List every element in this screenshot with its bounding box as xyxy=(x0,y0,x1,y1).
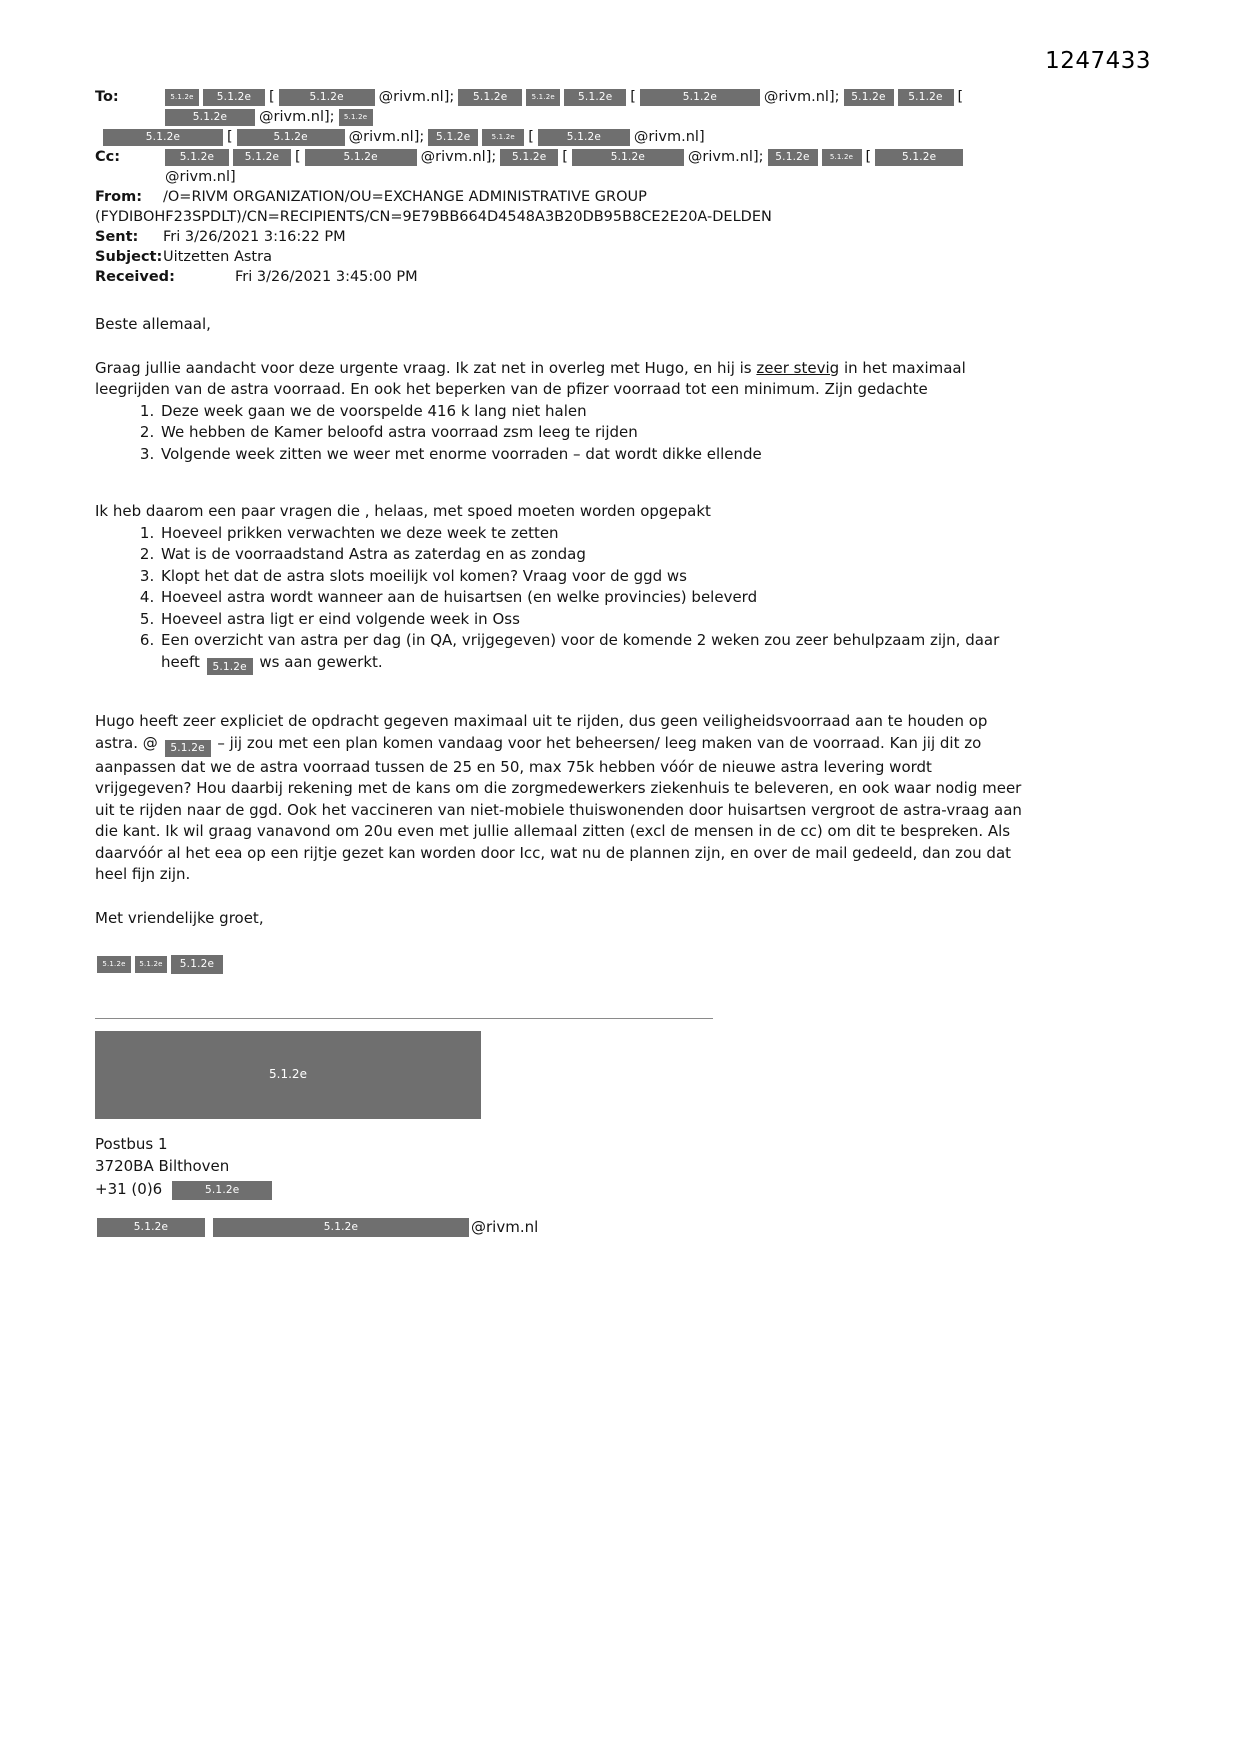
redaction-box: 5.1.2e xyxy=(458,89,522,106)
paragraph-text: Graag jullie aandacht voor deze urgente vraag. Ik zat net in overleg met Hugo, en hij is xyxy=(95,358,757,377)
cc-label: Cc: xyxy=(95,149,121,165)
phone-row xyxy=(95,1177,1027,1200)
header-text: @rivm.nl]; xyxy=(763,89,840,105)
header-text: [ xyxy=(528,129,534,145)
email-row xyxy=(95,1216,1027,1238)
email-headers xyxy=(95,88,1027,286)
to-label: To: xyxy=(95,89,119,105)
list-item: 1. Deze week gaan we de voorspelde 416 k lang niet halen xyxy=(159,401,1027,423)
doc-number: 1247433 xyxy=(1045,48,1151,74)
header-received-row xyxy=(95,268,1027,286)
redaction-box: 5.1.2e xyxy=(305,149,417,166)
redaction-box: 5.1.2e xyxy=(97,1218,205,1237)
header-text: @rivm.nl]; xyxy=(378,89,455,105)
list-item: 2. We hebben de Kamer beloofd astra voorraad zsm leeg te rijden xyxy=(159,422,1027,444)
redaction-box: 5.1.2e xyxy=(213,1218,469,1237)
redaction-box: 5.1.2e xyxy=(768,149,818,166)
header-cc-row xyxy=(95,148,1027,186)
redaction-box: 5.1.2e xyxy=(822,149,862,166)
subject-label: Subject: xyxy=(95,249,163,265)
list-item-text: Een overzicht van astra per dag (in QA, vrijgegeven) voor de komende 2 weken zou zeer behulpzaam zijn, daar heeft xyxy=(161,631,1000,671)
redaction-box: 5.1.2e xyxy=(171,955,223,974)
subject-value: Uitzetten Astra xyxy=(163,249,272,265)
underlined-text: zeer stevig xyxy=(756,358,840,377)
redaction-box: 5.1.2e xyxy=(572,149,684,166)
redaction-box: 5.1.2e xyxy=(564,89,626,106)
header-text: @rivm.nl] xyxy=(165,169,236,185)
redaction-box: 5.1.2e xyxy=(165,109,255,126)
list-item: 5. Hoeveel astra ligt er eind volgende week in Oss xyxy=(159,609,1027,631)
header-text: [ xyxy=(269,89,275,105)
from-value-line1: /O=RIVM ORGANIZATION/OU=EXCHANGE ADMINISTRATIVE GROUP xyxy=(163,189,647,205)
phone-prefix: +31 (0)6 xyxy=(95,1179,163,1198)
list-item: 4. Hoeveel astra wordt wanneer aan de huisartsen (en welke provincies) beleverd xyxy=(159,587,1027,609)
closing: Met vriendelijke groet, xyxy=(95,908,264,927)
redaction-box: 5.1.2e xyxy=(165,149,229,166)
redaction-box: 5.1.2e xyxy=(135,956,167,973)
received-label: Received: xyxy=(95,269,175,285)
redaction-box: 5.1.2e xyxy=(500,149,558,166)
redaction-box: 5.1.2e xyxy=(898,89,954,106)
paragraph-text: in het maximaal leegrijden van de astra voorraad. En ook het beperken van de pfizer voorraad tot een minimum. Zijn gedachte xyxy=(95,358,966,398)
redaction-box: 5.1.2e xyxy=(97,956,131,973)
redaction-box: 5.1.2e xyxy=(339,109,373,126)
redaction-box: 5.1.2e xyxy=(233,149,291,166)
header-text: @rivm.nl]; xyxy=(420,149,497,165)
from-label: From: xyxy=(95,189,142,205)
paragraph-request xyxy=(95,711,1027,885)
received-value: Fri 3/26/2021 3:45:00 PM xyxy=(235,269,418,285)
paragraph-text: – jij zou met een plan komen vandaag voor het beheersen/ leeg maken van de voorraad. Kan jij dit zo aanpassen dat we de astra voorraad tussen de 25 en 50, max 75k hebben vóór de nieuwe astra levering wordt vrijgegeven? Hou daarbij rekening met de kans om die zorgmedewerkers ziekenhuis te beleveren, en ook waar nodig meer uit te rijden naar de ggd. Ook het vaccineren van niet-mobiele thuiswonenden door huisartsen vergroot de astra-vraag aan die kant. Ik wil graag vanavond om 20u even met jullie allemaal zitten (excl de mensen in de cc) om dit te bespreken. Als daarvóór al het eea op een rijtje gezet kan worden door Icc, wat nu de plannen zijn, en over de mail gedeeld, dan zou dat heel fijn zijn. xyxy=(95,733,1022,883)
header-from-row-continued xyxy=(95,208,1027,226)
redaction-box: 5.1.2e xyxy=(538,129,630,146)
redaction-box: 5.1.2e xyxy=(165,740,211,757)
redaction-box: 5.1.2e xyxy=(428,129,478,146)
sent-value: Fri 3/26/2021 3:16:22 PM xyxy=(163,229,346,245)
redaction-box: 5.1.2e xyxy=(237,129,345,146)
header-text: @rivm.nl]; xyxy=(348,129,425,145)
header-to-row xyxy=(95,88,1027,126)
email-suffix: @rivm.nl xyxy=(471,1218,539,1236)
header-text: [ xyxy=(295,149,301,165)
header-text: [ xyxy=(957,89,964,105)
sent-label: Sent: xyxy=(95,229,139,245)
redaction-box: 5.1.2e xyxy=(844,89,894,106)
to-value-line1 xyxy=(163,88,1027,126)
redaction-box: 5.1.2e xyxy=(103,129,223,146)
redaction-box: 5.1.2e xyxy=(875,149,963,166)
greeting: Beste allemaal, xyxy=(95,315,211,333)
header-text: @rivm.nl]; xyxy=(259,109,335,125)
header-text: [ xyxy=(865,149,872,165)
redaction-box: 5.1.2e xyxy=(207,658,253,675)
redaction-box: 5.1.2e xyxy=(279,89,375,106)
header-sent-row xyxy=(95,228,1027,246)
signature-divider xyxy=(95,1018,713,1019)
header-text: @rivm.nl] xyxy=(633,129,705,145)
header-subject-row xyxy=(95,248,1027,266)
paragraph-text: Hugo heeft zeer expliciet de opdracht gegeven maximaal uit te rijden, dus geen veiligheidsvoorraad aan te houden op astra. @ xyxy=(95,712,988,752)
address-line: 3720BA Bilthoven xyxy=(95,1157,230,1175)
header-to-row-continued xyxy=(95,128,1027,146)
list-item-text: ws aan gewerkt. xyxy=(254,652,383,671)
redaction-box: 5.1.2e xyxy=(165,89,199,106)
email-body xyxy=(95,314,1027,1238)
redaction-box: 5.1.2e xyxy=(526,89,560,106)
to-value-line2 xyxy=(101,128,707,146)
redaction-box: 5.1.2e xyxy=(482,129,524,146)
paragraph-intro xyxy=(95,358,1027,401)
large-redaction-block: 5.1.2e xyxy=(95,1031,481,1119)
paragraph-questions-intro: Ik heb daarom een paar vragen die , helaas, met spoed moeten worden opgepakt xyxy=(95,502,711,520)
questions-list xyxy=(139,523,1027,631)
from-value-line2: (FYDIBOHF23SPDLT)/CN=RECIPIENTS/CN=9E79BB664D4548A3B20DB95B8CE2E20A-DELDEN xyxy=(95,209,772,225)
redaction-box: 5.1.2e xyxy=(172,1181,272,1200)
redaction-box: 5.1.2e xyxy=(640,89,760,106)
thoughts-list xyxy=(139,401,1027,466)
redaction-box: 5.1.2e xyxy=(203,89,265,106)
list-item: 3. Klopt het dat de astra slots moeilijk vol komen? Vraag voor de ggd ws xyxy=(159,566,1027,588)
list-item xyxy=(159,630,1027,675)
questions-list-continued xyxy=(139,630,1027,675)
signature-row xyxy=(95,955,1027,974)
header-text: [ xyxy=(630,89,636,105)
list-item: 2. Wat is de voorraadstand Astra as zaterdag en as zondag xyxy=(159,544,1027,566)
list-item: 1. Hoeveel prikken verwachten we deze week te zetten xyxy=(159,523,1027,545)
address-line: Postbus 1 xyxy=(95,1135,168,1153)
cc-value-line xyxy=(163,148,1027,186)
header-text: @rivm.nl]; xyxy=(687,149,764,165)
list-item: 3. Volgende week zitten we weer met enorme voorraden – dat wordt dikke ellende xyxy=(159,444,1027,466)
header-text: [ xyxy=(227,129,233,145)
header-from-row xyxy=(95,188,1027,206)
header-text: [ xyxy=(562,149,568,165)
footer-address xyxy=(95,1133,1027,1238)
